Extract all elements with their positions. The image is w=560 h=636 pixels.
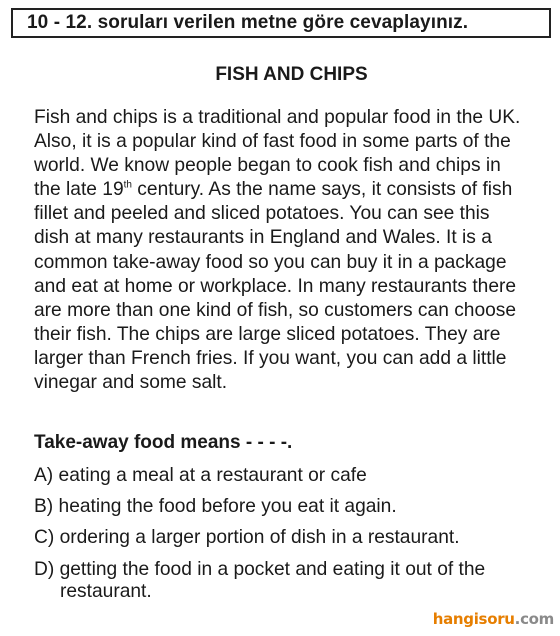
watermark-tld: .com	[514, 610, 554, 628]
passage-line: common take-away food so you can buy it in a package	[34, 251, 507, 273]
passage-line: fillet and peeled and sliced potatoes. You can see this	[34, 203, 490, 225]
option-b[interactable]: B) heating the food before you eat it again.	[34, 496, 397, 517]
passage-line: and eat at home or workplace. In many restaurants there	[34, 275, 517, 297]
passage-line: their fish. The chips are large sliced potatoes. They are	[34, 323, 501, 345]
passage-line: Fish and chips is a traditional and popular food in the UK.	[34, 107, 521, 128]
passage-title: FISH AND CHIPS	[215, 64, 368, 85]
passage-line	[34, 178, 554, 202]
passage-line-part: century. As the name says, it consists of fish	[131, 179, 513, 201]
option-c[interactable]: C) ordering a larger portion of dish in a restaurant.	[34, 527, 460, 548]
instruction-header	[11, 8, 551, 38]
option-a[interactable]: A) eating a meal at a restaurant or cafe	[34, 465, 367, 486]
question-stem: Take-away food means - - - -.	[34, 432, 293, 453]
watermark-brand: hangisoru	[432, 610, 515, 628]
option-d-continuation[interactable]: restaurant.	[60, 581, 152, 602]
ordinal-superscript: th	[123, 179, 132, 191]
passage-line: are more than one kind of fish, so customers can choose	[34, 299, 517, 321]
passage-line: vinegar and some salt.	[34, 372, 228, 394]
passage-line: dish at many restaurants in England and Wales. It is a	[34, 227, 492, 249]
option-d[interactable]: D) getting the food in a pocket and eating it out of the	[34, 559, 486, 580]
instruction-text: 10 - 12. soruları verilen metne göre cevaplayınız.	[27, 12, 469, 33]
passage-line: Also, it is a popular kind of fast food in some parts of the	[34, 131, 511, 153]
passage-body	[34, 106, 554, 395]
watermark-logo	[433, 610, 554, 628]
passage-line: world. We know people began to cook fish and chips in	[34, 155, 501, 177]
passage-line: larger than French fries. If you want, you can add a little	[34, 347, 507, 369]
passage-line-part: the late 19	[34, 179, 124, 201]
